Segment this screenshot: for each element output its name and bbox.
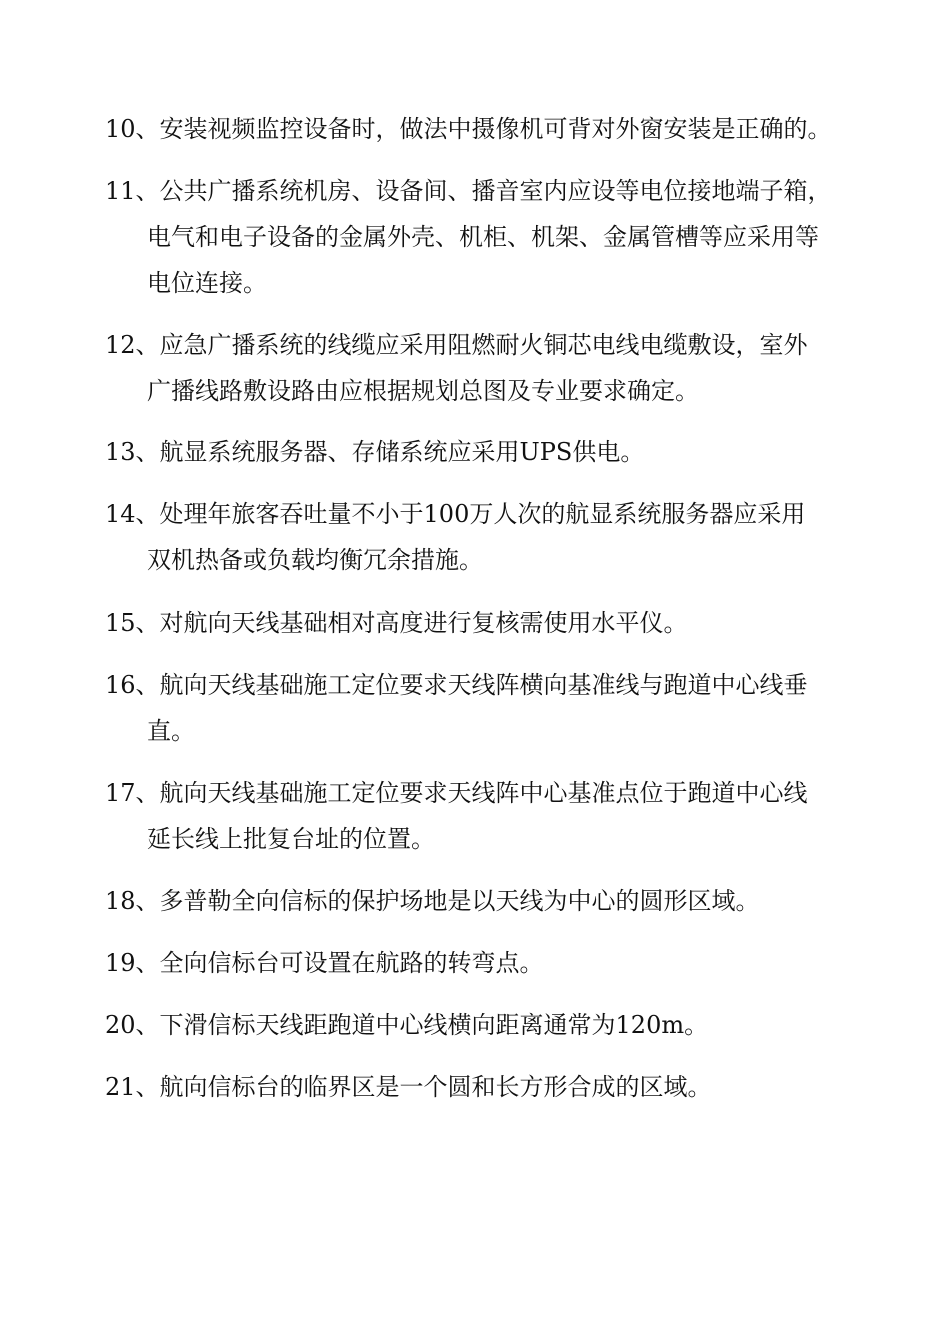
item-line: 16、航向天线基础施工定位要求天线阵横向基准线与跑道中心线垂 [105,671,808,699]
item-line: 15、对航向天线基础相对高度进行复核需使用水平仪。 [105,609,688,637]
item-line: 广播线路敷设路由应根据规划总图及专业要求确定。 [147,377,699,405]
list-item [105,1002,845,1048]
item-line: 17、航向天线基础施工定位要求天线阵中心基准点位于跑道中心线 [105,779,808,807]
list-item [105,600,845,646]
item-line: 21、航向信标台的临界区是一个圆和长方形合成的区域。 [105,1073,712,1101]
item-line: 13、航显系统服务器、存储系统应采用UPS供电。 [105,438,645,466]
list-item [105,878,845,924]
list-item [105,106,845,152]
list-item [105,770,845,862]
item-line: 延长线上批复台址的位置。 [147,825,435,853]
item-line: 20、下滑信标天线距跑道中心线横向距离通常为120m。 [105,1011,709,1039]
item-line: 双机热备或负载均衡冗余措施。 [147,546,483,574]
list-item [105,491,845,583]
item-line: 11、公共广播系统机房、设备间、播音室内应设等电位接地端子箱， [105,177,832,205]
item-line: 12、应急广播系统的线缆应采用阻燃耐火铜芯电线电缆敷设，室外 [105,331,808,359]
item-line: 14、处理年旅客吞吐量不小于100万人次的航显系统服务器应采用 [105,500,806,528]
item-line: 电气和电子设备的金属外壳、机柜、机架、金属管槽等应采用等 [147,223,819,251]
list-item [105,322,845,414]
list-item [105,429,845,475]
list-item [105,1064,845,1110]
list-item [105,940,845,986]
item-line: 18、多普勒全向信标的保护场地是以天线为中心的圆形区域。 [105,887,760,915]
list-item [105,662,845,754]
list-item [105,168,845,306]
item-line: 电位连接。 [147,269,267,297]
item-line: 10、安装视频监控设备时，做法中摄像机可背对外窗安装是正确的。 [105,115,832,143]
item-line: 19、全向信标台可设置在航路的转弯点。 [105,949,544,977]
item-line: 直。 [147,717,195,745]
